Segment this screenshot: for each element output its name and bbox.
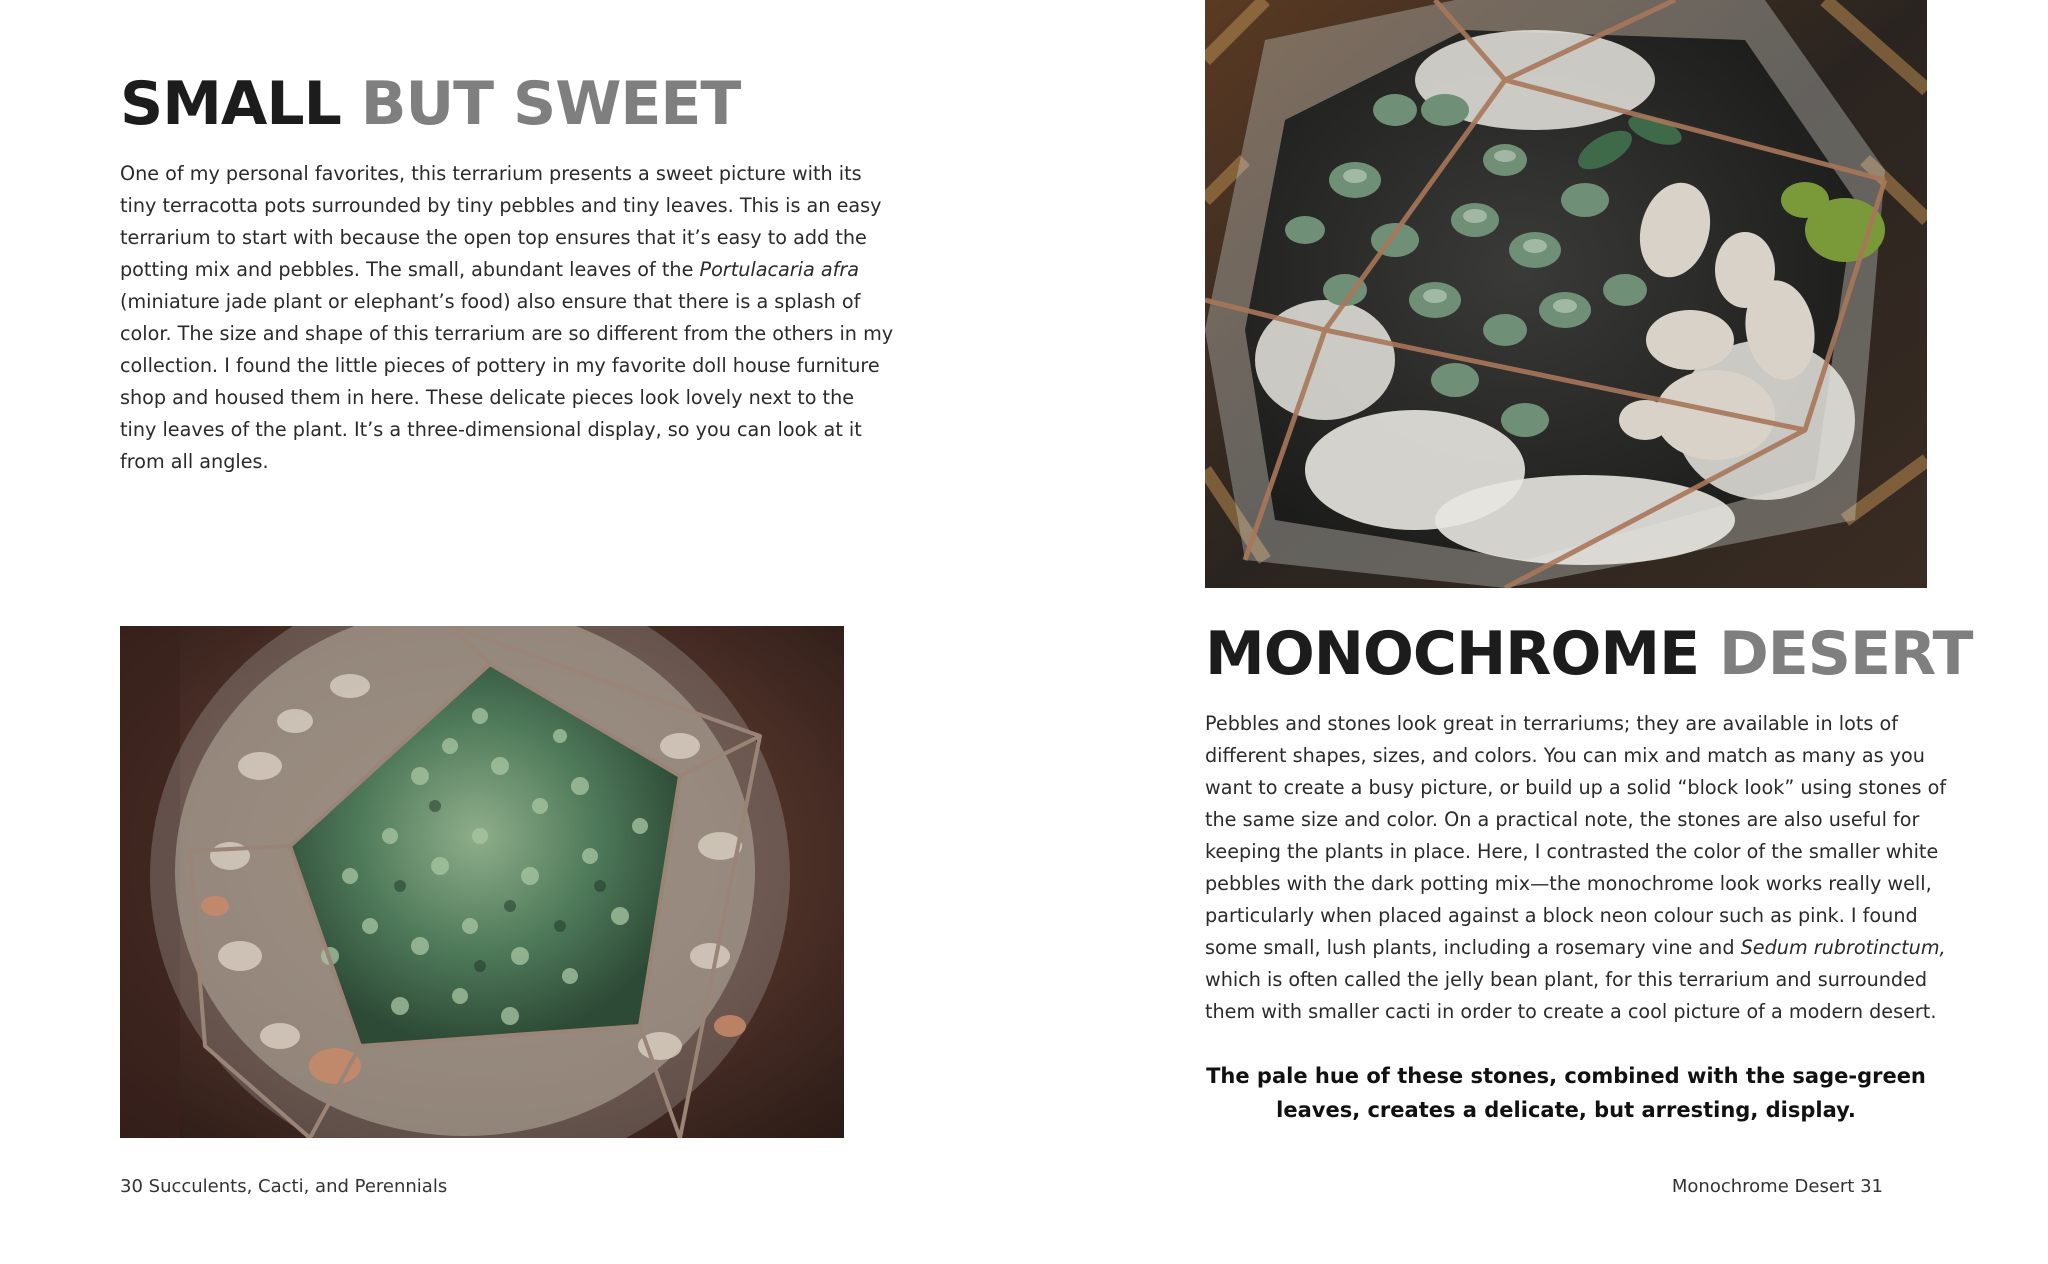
- left-page-footer: [120, 1176, 447, 1198]
- body-line: tiny terracotta pots surrounded by tiny pebbles and tiny leaves. This is an easy: [120, 194, 882, 217]
- terrarium-photo-monochrome-desert: [1205, 0, 1927, 588]
- right-body-text: [1205, 708, 1946, 1028]
- body-line: which is often called the jelly bean plant, for this terrarium and surrounded: [1205, 968, 1928, 991]
- left-body-text: [120, 158, 893, 478]
- body-line: them with smaller cacti in order to create a cool picture of a modern desert.: [1205, 1000, 1937, 1023]
- body-line: from all angles.: [120, 450, 269, 473]
- right-title-dark-part: MONOCHROME: [1205, 619, 1700, 689]
- body-line: collection. I found the little pieces of pottery in my favorite doll house furniture: [120, 354, 880, 377]
- body-line: shop and housed them in here. These delicate pieces look lovely next to the: [120, 386, 855, 409]
- body-line: Pebbles and stones look great in terrariums; they are available in lots of: [1205, 712, 1898, 735]
- right-page-title: [1205, 619, 1973, 689]
- photo-caption: [1205, 1059, 1927, 1127]
- left-title-grey-part: BUT SWEET: [360, 69, 741, 139]
- body-line: the same size and color. On a practical note, the stones are also useful for: [1205, 808, 1920, 831]
- chapter-title: Monochrome Desert: [1671, 1176, 1855, 1197]
- body-line: want to create a busy picture, or build up a solid “block look” using stones of: [1205, 776, 1947, 799]
- left-page-title: [120, 69, 741, 139]
- page-number: 30: [120, 1176, 143, 1197]
- page-number: 31: [1860, 1176, 1883, 1197]
- caption-line: leaves, creates a delicate, but arresting, display.: [1276, 1098, 1856, 1122]
- chapter-title: Succulents, Cacti, and Perennials: [148, 1176, 448, 1197]
- plant-name-italic: Sedum rubrotinctum,: [1740, 936, 1946, 959]
- terrarium-photo-small-but-sweet: [120, 626, 844, 1138]
- body-line: terrarium to start with because the open top ensures that it’s easy to add the: [120, 226, 867, 249]
- body-line: One of my personal favorites, this terrarium presents a sweet picture with its: [120, 162, 862, 185]
- body-line-text: potting mix and pebbles. The small, abundant leaves of the: [120, 258, 700, 281]
- body-line: [1205, 932, 1946, 964]
- body-line: (miniature jade plant or elephant’s food) also ensure that there is a splash of: [120, 290, 861, 313]
- plant-name-italic: Portulacaria afra: [699, 258, 860, 281]
- right-page-footer: [1672, 1176, 1883, 1198]
- body-line: [120, 254, 893, 286]
- caption-line: The pale hue of these stones, combined with the sage-green: [1206, 1064, 1926, 1088]
- body-line-text: some small, lush plants, including a rosemary vine and: [1205, 936, 1741, 959]
- body-line: particularly when placed against a block neon colour such as pink. I found: [1205, 904, 1918, 927]
- body-line: different shapes, sizes, and colors. You can mix and match as many as you: [1205, 744, 1925, 767]
- right-title-grey-part: DESERT: [1718, 619, 1973, 689]
- left-title-dark-part: SMALL: [120, 69, 341, 139]
- body-line: color. The size and shape of this terrarium are so different from the others in my: [120, 322, 894, 345]
- body-line: pebbles with the dark potting mix—the monochrome look works really well,: [1205, 872, 1932, 895]
- body-line: tiny leaves of the plant. It’s a three-dimensional display, so you can look at it: [120, 418, 862, 441]
- body-line: keeping the plants in place. Here, I contrasted the color of the smaller white: [1205, 840, 1939, 863]
